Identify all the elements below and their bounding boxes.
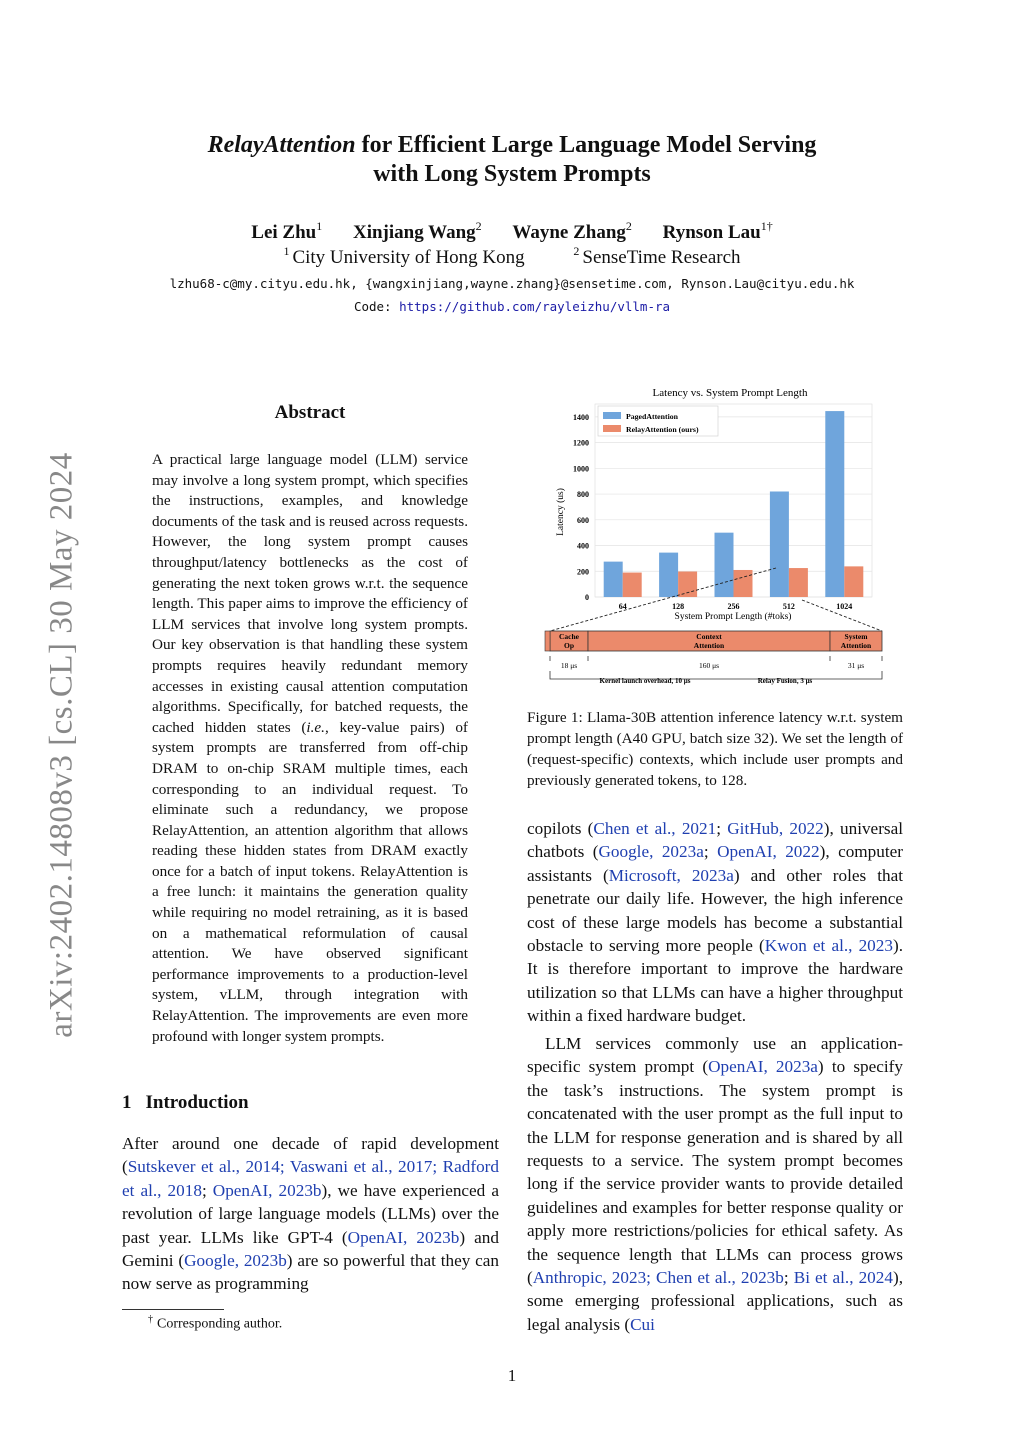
author: Lei Zhu$^1$	[251, 219, 323, 243]
bar-paged-64	[604, 562, 623, 597]
y-tick-label: 400	[577, 541, 589, 551]
intro-paragraph: After around one decade of rapid development (Sutskever et al., 2014; Vaswani et al., 2017; Radford et al., 2018; OpenAI, 2023b), we have experienced a revolution of large language models (LLMs) over the past year. LLMs like GPT-4 (OpenAI, 2023b) and Gemini (Google, 2023b) are so powerful that they can now serve as programming	[122, 1134, 499, 1294]
citation-link[interactable]: OpenAI, 2022	[717, 842, 820, 862]
citation-link[interactable]: GitHub, 2022	[727, 819, 824, 838]
author-list	[0, 220, 1024, 246]
abstract-body: A practical large language model (LLM) service may involve a long system prompt, which specifies the instructions, examples, and knowledge documents of the task and is reused across requests. However, the long system prompt causes throughput/latency bottlenecks as the cost of generating the next token grows w.r.t. the sequence length. This paper aims to improve the efficiency of LLM services that involve long system prompts. Our key observation is that handling these system prompts requires heavily redundant memory accesses in existing causal attention computation algorithms. Specifically, for batched requests, the cached hidden states (i.e., key-value pairs) of system prompts are transferred from off-chip DRAM to on-chip SRAM multiple times, each corresponding to an individual request. To eliminate such a redundancy, we propose RelayAttention, an attention algorithm that allows reading these hidden states from DRAM exactly once for a batch of input tokens. RelayAttention is a free lunch: it maintains the generation quality while requiring no model retraining, as it is based on a mathematical reformulation of causal attention. We have observed significant performance improvements to a production-level system, vLLM, through integration with RelayAttention. The improvements are even more profound with longer system prompts.	[152, 451, 468, 1045]
author: Xinjiang Wang$^2$	[352, 219, 482, 243]
arxiv-stamp-text: arXiv:2402.14808v3 [cs.CL] 30 May 2024	[43, 452, 80, 1038]
legend-label: PagedAttention	[626, 412, 678, 421]
author-emails: lzhu68-c@my.cityu.edu.hk, {wangxinjiang,wayne.zhang}@sensetime.com, Rynson.Lau@cityu.edu.hk	[169, 276, 855, 291]
citation-link[interactable]: Chen et al., 2021	[593, 819, 717, 838]
abstract-heading: Abstract	[274, 402, 346, 423]
paper-title-line2: with Long System Prompts	[373, 161, 651, 187]
legend-label: RelayAttention (ours)	[626, 425, 699, 434]
bar-relay-256	[734, 570, 753, 597]
x-tick-label: 128	[672, 602, 685, 611]
chart-legend	[598, 406, 718, 436]
chart-title: Latency vs. System Prompt Length	[652, 387, 808, 399]
affiliation: $^1$ City University of Hong Kong	[283, 244, 525, 268]
code-url-link[interactable]: https://github.com/rayleizhu/vllm-ra	[399, 299, 671, 314]
kernel-launch-note: Kernel launch overhead, 10 μs	[599, 677, 691, 685]
section-heading-introduction: 1 Introduction	[122, 1092, 249, 1113]
y-tick-label: 800	[577, 490, 589, 500]
x-axis-label: System Prompt Length (#toks)	[674, 612, 792, 622]
x-tick-label: 64	[618, 602, 627, 611]
citation-link[interactable]: Bi et al., 2024	[793, 1268, 893, 1288]
author: Rynson Lau$^{1\dagger}$	[662, 219, 773, 243]
bar-relay-128	[678, 572, 697, 597]
right-column-paragraph-2: LLM services commonly use an application-specific system prompt (OpenAI, 2023a) to specify the task’s instructions. The system prompt is concatenated with the user prompt as the full input to the LLM for response generation and is shared by all requests to a service. The system prompt becomes long if the service provider wants to provide detailed guidelines and examples for better response quality or apply more restrictions/policies for ethical safety. As the sequence length that LLMs can process grows (Anthropic, 2023; Chen et al., 2023b; Bi et al., 2024), some emerging professional applications, such as legal analysis (Cui	[527, 1034, 903, 1334]
latency-breakdown	[545, 631, 882, 685]
svg-text:ContextAttention: Context Attention	[693, 632, 725, 650]
citation-link[interactable]: OpenAI, 2023a	[708, 1057, 818, 1077]
bar-relay-512	[789, 568, 808, 597]
latency-chart	[540, 382, 890, 692]
citation-link[interactable]: Google, 2023a	[598, 842, 704, 862]
citation-link[interactable]: OpenAI, 2023b	[212, 1180, 322, 1200]
cache-op-time: 18 μs	[560, 661, 578, 670]
legend-swatch	[603, 425, 621, 432]
code-link-line	[0, 299, 1024, 315]
x-tick-label: 512	[782, 602, 795, 611]
title-method-name: RelayAttention	[207, 132, 356, 158]
x-tick-label: 1024	[836, 602, 853, 611]
citation-link[interactable]: Kwon et al., 2023	[764, 936, 893, 956]
affiliations	[0, 246, 1024, 270]
right-column-paragraph-1: copilots (Chen et al., 2021; GitHub, 2022), universal chatbots (Google, 2023a; OpenAI, 2022), computer assistants (Microsoft, 2023a) and other roles that penetrate our daily life. However, the high inference cost of these large models has become a substantial obstacle to serving more people (Kwon et al., 2023). It is therefore important to improve the hardware utilization so that LLMs can have a higher throughput within a fixed hardware budget.	[527, 819, 904, 1026]
y-tick-label: 200	[577, 567, 589, 577]
y-tick-label: 600	[577, 515, 589, 525]
context-attention-time: 160 μs	[698, 661, 720, 670]
citation-link[interactable]: Google, 2023b	[184, 1251, 287, 1271]
y-tick-label: 1200	[573, 438, 589, 448]
relay-fusion-note: Relay Fusion, 3 μs	[757, 677, 813, 685]
x-tick-label: 256	[727, 602, 740, 611]
author: Wayne Zhang$^2$	[512, 219, 632, 243]
svg-text:SystemAttention: System Attention	[840, 632, 872, 650]
x-axis-ticks	[619, 602, 853, 611]
bar-paged-256	[715, 533, 734, 597]
title-rest: for Efficient Large Language Model Serving	[355, 132, 817, 158]
system-attention-label: System	[844, 632, 868, 641]
y-axis-ticks	[573, 413, 589, 602]
citation-link[interactable]: OpenAI, 2023b	[347, 1227, 460, 1247]
y-tick-label: 1400	[573, 412, 589, 422]
affiliation: $^2$ SenseTime Research	[573, 244, 741, 268]
bar-relay-1024	[844, 566, 863, 597]
bar-paged-128	[659, 553, 678, 597]
citation-link[interactable]: Cui	[630, 1314, 655, 1334]
bar-relay-64	[623, 573, 642, 597]
citation-link[interactable]: Anthropic, 2023; Chen et al., 2023b	[532, 1268, 784, 1288]
cache-op-label: Cache	[559, 632, 579, 641]
bar-paged-1024	[825, 411, 844, 597]
figure-1-caption: Figure 1: Llama-30B attention inference latency w.r.t. system prompt length (A40 GPU, batch size 32). We set the length of (request-specific) contexts, which include user prompts and previously generated tokens, to 128.	[527, 709, 903, 789]
y-axis-label: Latency (us)	[556, 488, 566, 536]
page-number: 1	[507, 1366, 517, 1385]
system-attention-time: 31 μs	[847, 661, 865, 670]
bar-paged-512	[770, 491, 789, 597]
citation-link[interactable]: Sutskever et al., 2014; Vaswani et al., 2017; Radford et al., 2018	[122, 1157, 499, 1200]
footnote-rule	[122, 1309, 224, 1310]
y-tick-label: 1000	[573, 464, 589, 474]
breakdown-kernel-gap	[545, 631, 550, 651]
code-label: Code:	[353, 299, 400, 314]
citation-link[interactable]: Microsoft, 2023a	[608, 865, 734, 885]
y-tick-label: 0	[585, 593, 589, 602]
context-attention-label: Context	[696, 632, 722, 641]
legend-swatch	[603, 412, 621, 419]
paper-title	[0, 131, 1024, 160]
svg-text:CacheOp: Cache Op	[559, 632, 579, 650]
figure-1	[540, 382, 890, 692]
footnote: † Corresponding author.	[148, 1314, 283, 1332]
